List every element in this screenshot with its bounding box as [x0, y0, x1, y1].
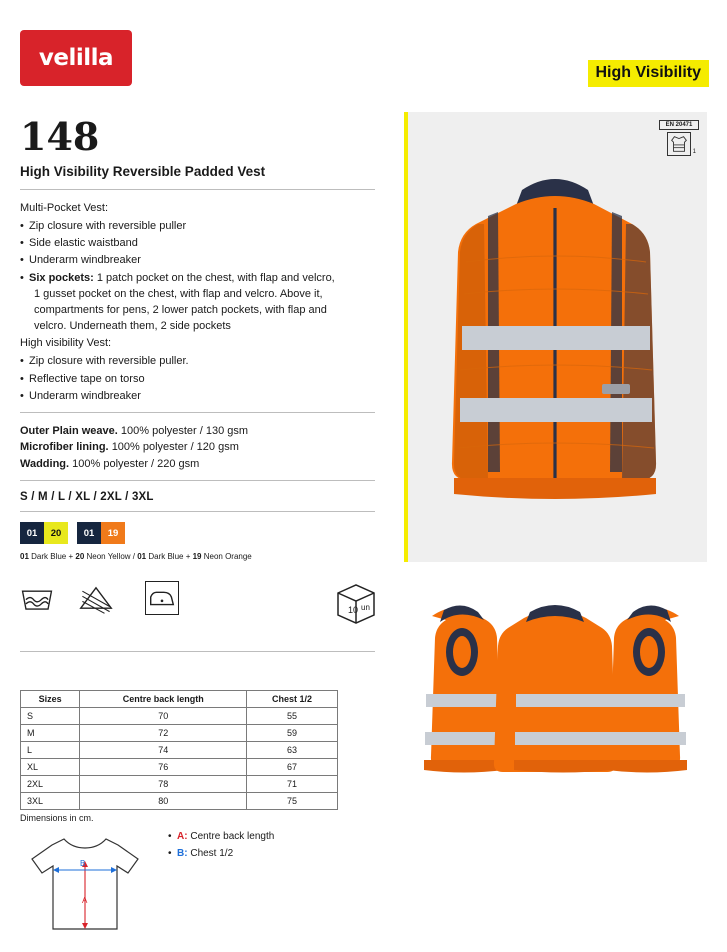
box-packaging-icon — [332, 577, 380, 625]
dimensions-note: Dimensions in cm. — [20, 813, 94, 823]
size-table — [20, 690, 338, 810]
left-content-column — [20, 114, 375, 662]
colour-chip[interactable] — [20, 522, 68, 544]
divider — [20, 189, 375, 190]
material-value: 100% polyester / 220 gsm — [72, 457, 200, 470]
legend-text: Neon Yellow / — [84, 552, 138, 562]
description-list-1 — [20, 218, 375, 334]
column-header-sizes: Sizes — [21, 691, 80, 708]
size-table-wrapper — [20, 690, 338, 823]
measure-label-b: B — [80, 859, 86, 868]
description-heading-2: High visibility Vest: — [20, 337, 112, 350]
legend-row-a — [168, 828, 274, 845]
colour-code-primary: 01 — [77, 522, 101, 544]
side-view-left — [424, 605, 504, 772]
colour-code-primary: 01 — [20, 522, 44, 544]
product-description — [20, 200, 375, 404]
legend-text: Neon Orange — [201, 552, 252, 562]
material-row — [20, 423, 375, 440]
cell-chest: 75 — [247, 793, 338, 810]
cell-size: 2XL — [21, 776, 80, 793]
cell-back-length: 76 — [80, 759, 247, 776]
alternate-views — [404, 580, 707, 810]
legend-text-b: Chest 1/2 — [187, 848, 234, 859]
cell-back-length: 78 — [80, 776, 247, 793]
measurement-legend — [168, 828, 274, 862]
legend-code: 01 — [137, 552, 147, 562]
certification-pictogram — [667, 132, 696, 156]
measurement-diagram — [20, 825, 150, 935]
table-row — [21, 759, 338, 776]
colour-legend — [20, 551, 375, 562]
material-value: 100% polyester / 130 gsm — [120, 424, 249, 437]
legend-text: Dark Blue + — [146, 552, 193, 562]
care-instructions-row — [20, 577, 375, 629]
description-list-2 — [20, 353, 375, 403]
legend-key-a: A: — [177, 831, 188, 842]
legend-key-b: B: — [177, 848, 188, 859]
list-item: • Zip closure with reversible puller — [20, 218, 375, 234]
material-label: Wadding. — [20, 457, 70, 470]
packaging-qty-unit: un — [361, 602, 370, 612]
six-pockets-text: 1 patch pocket on the chest, with flap and velcro, — [96, 271, 335, 284]
material-label: Microfiber lining. — [20, 441, 109, 454]
legend-code: 19 — [192, 552, 202, 562]
certification-mark — [659, 120, 699, 156]
cell-chest: 63 — [247, 742, 338, 759]
material-value: 100% polyester / 120 gsm — [111, 441, 239, 454]
side-view-right — [607, 605, 687, 772]
hero-product-image — [404, 112, 707, 562]
column-header-chest: Chest 1/2 — [247, 691, 338, 708]
colour-code-secondary: 19 — [101, 522, 125, 544]
legend-row-b — [168, 845, 274, 862]
cell-back-length: 74 — [80, 742, 247, 759]
list-item-six-pockets — [20, 270, 375, 335]
cell-size: S — [21, 708, 80, 725]
colour-code-secondary: 20 — [44, 522, 68, 544]
cell-chest: 59 — [247, 725, 338, 742]
list-item: • Side elastic waistband — [20, 235, 375, 251]
accent-bar — [404, 112, 408, 562]
divider — [20, 651, 375, 652]
description-heading-1: Multi-Pocket Vest: — [20, 202, 109, 214]
six-pockets-line4: velcro. Underneath them, 2 side pockets — [34, 320, 231, 333]
available-sizes: S / M / L / XL / 2XL / 3XL — [20, 491, 154, 504]
material-label: Outer Plain weave. — [20, 424, 118, 437]
material-row — [20, 439, 375, 456]
legend-code: 20 — [75, 552, 85, 562]
list-item: • Reflective tape on torso — [20, 371, 375, 387]
divider — [20, 412, 375, 413]
brand-logo-text: velilla — [38, 45, 114, 71]
six-pockets-line3: compartments for pens, 2 lower patch pockets, with flap and — [34, 303, 327, 316]
product-reference: 148 — [20, 114, 100, 159]
product-title: High Visibility Reversible Padded Vest — [20, 164, 266, 179]
cell-back-length: 80 — [80, 793, 247, 810]
do-not-bleach-icon — [75, 581, 117, 615]
cell-chest: 67 — [247, 759, 338, 776]
six-pockets-line2: 1 gusset pocket on the chest, with flap and velcro. Above it, — [34, 287, 323, 300]
cell-chest: 71 — [247, 776, 338, 793]
iron-low-icon — [145, 581, 179, 615]
wash-30-icon — [20, 581, 54, 615]
cell-back-length: 72 — [80, 725, 247, 742]
table-row — [21, 708, 338, 725]
cell-size: 3XL — [21, 793, 80, 810]
table-row — [21, 776, 338, 793]
materials-block — [20, 423, 375, 473]
packaging-qty-top: 10 — [348, 604, 359, 615]
table-row — [21, 742, 338, 759]
legend-text: Dark Blue + — [28, 552, 76, 562]
certification-standard: EN 20471 — [659, 120, 699, 130]
certification-class: 1 — [692, 149, 696, 155]
column-header-centre-back-length: Centre back length — [80, 691, 247, 708]
table-row — [21, 725, 338, 742]
cell-size: L — [21, 742, 80, 759]
divider — [20, 480, 375, 481]
back-view — [494, 605, 616, 773]
colour-chips — [20, 522, 375, 544]
measure-label-a: A — [82, 896, 88, 905]
colour-chip[interactable] — [77, 522, 125, 544]
cell-size: XL — [21, 759, 80, 776]
brand-logo — [20, 30, 132, 86]
divider — [20, 511, 375, 512]
six-pockets-label: Six pockets: — [29, 271, 94, 284]
cell-chest: 55 — [247, 708, 338, 725]
list-item: • Underarm windbreaker — [20, 388, 375, 404]
legend-code: 01 — [20, 552, 29, 562]
list-item: • Zip closure with reversible puller. — [20, 353, 375, 369]
list-item: • Underarm windbreaker — [20, 252, 375, 268]
table-row — [21, 793, 338, 810]
cell-size: M — [21, 725, 80, 742]
table-header-row — [21, 691, 338, 708]
material-row — [20, 456, 375, 473]
cell-back-length: 70 — [80, 708, 247, 725]
high-visibility-badge: High Visibility — [588, 60, 710, 87]
legend-text-a: Centre back length — [187, 831, 275, 842]
